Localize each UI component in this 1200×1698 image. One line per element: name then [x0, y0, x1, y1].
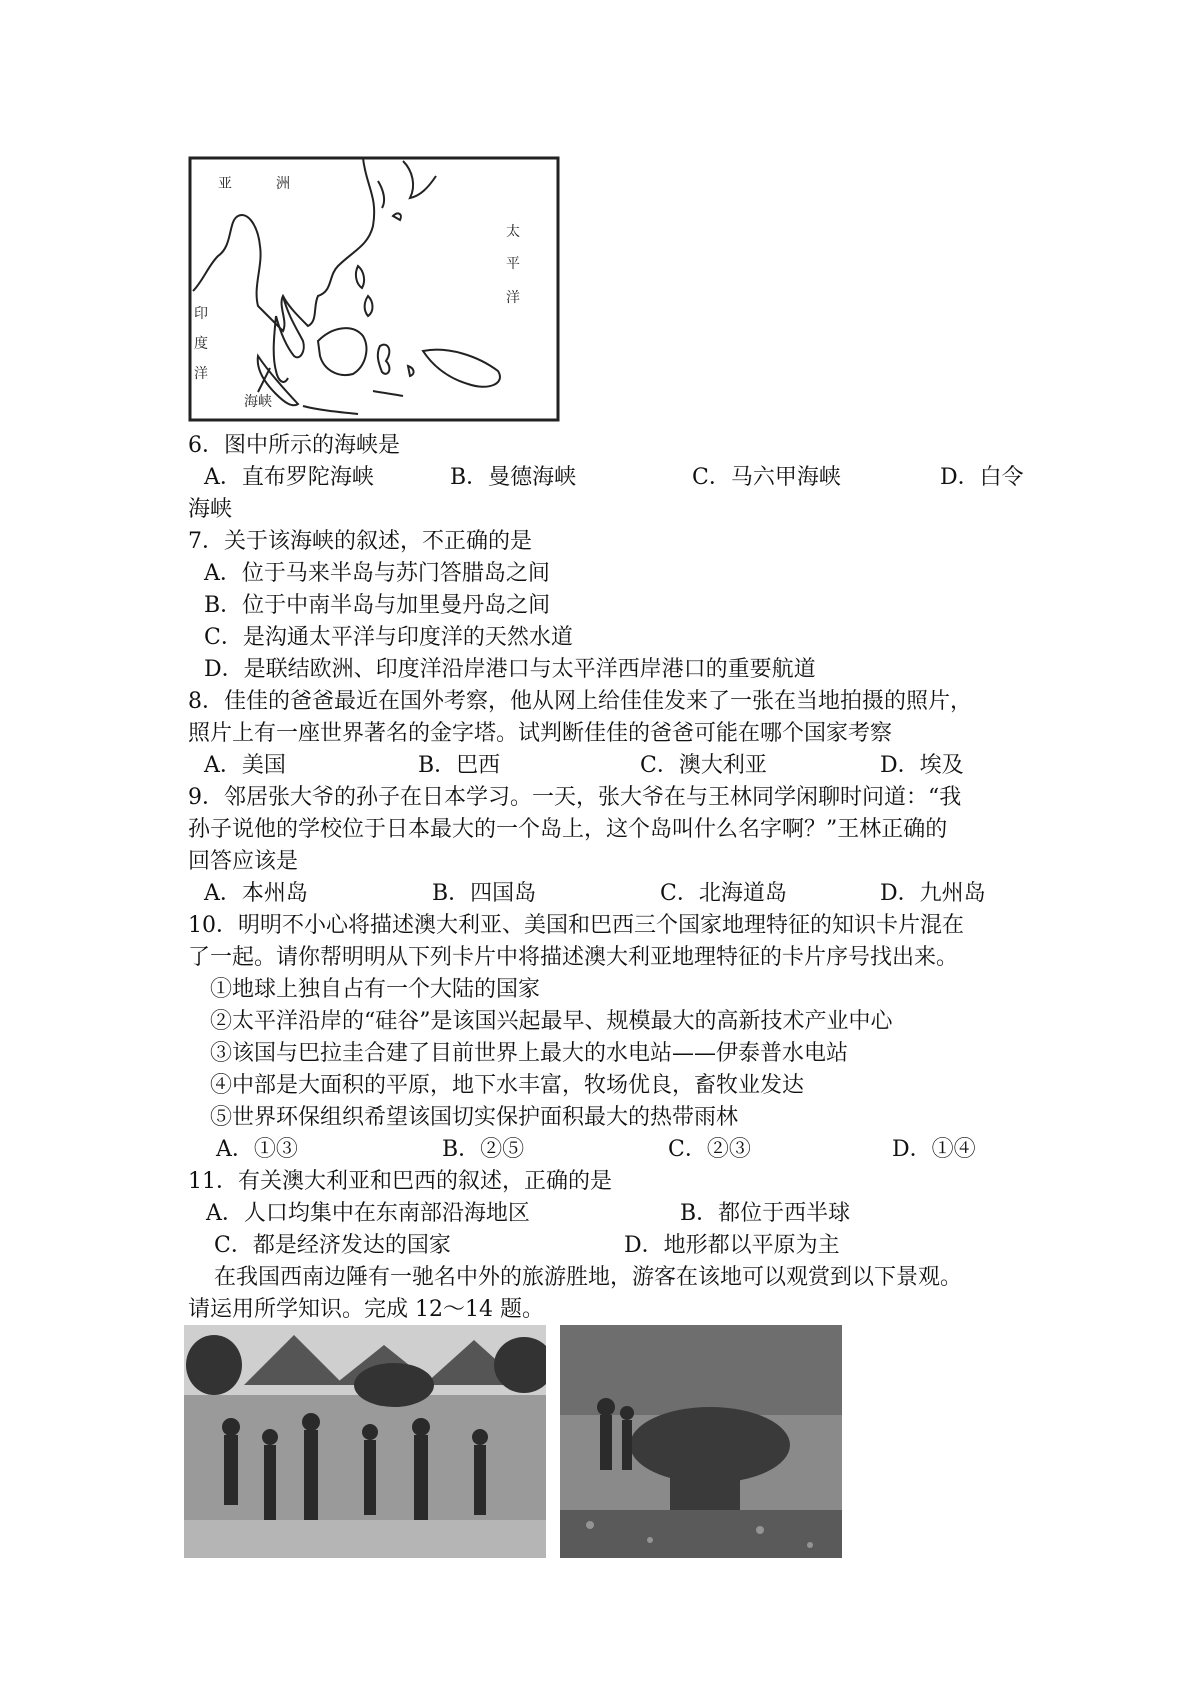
q10-option-a[interactable]: A．①③ [216, 1137, 298, 1162]
q10-stem-line1: 10．明明不小心将描述澳大利亚、美国和巴西三个国家地理特征的知识卡片混在 [188, 913, 964, 938]
q9-stem-line1: 9．邻居张大爷的孙子在日本学习。一天，张大爷在与王林同学闲聊时问道：“我 [188, 785, 962, 810]
q10-option-c[interactable]: C．②③ [668, 1137, 751, 1162]
q8-stem-line1: 8．佳佳的爸爸最近在国外考察，他从网上给佳佳发来了一张在当地拍摄的照片， [188, 689, 972, 714]
map-label-pacific-3: 洋 [506, 290, 520, 306]
q11-stem: 11．有关澳大利亚和巴西的叙述，正确的是 [188, 1169, 612, 1194]
q6-option-b[interactable]: B．曼德海峡 [450, 465, 577, 490]
q11-option-c[interactable]: C．都是经济发达的国家 [214, 1233, 451, 1258]
q8-option-a[interactable]: A．美国 [204, 753, 286, 778]
q7-option-b[interactable]: B．位于中南半岛与加里曼丹岛之间 [204, 593, 551, 618]
q11-option-d[interactable]: D．地形都以平原为主 [624, 1233, 840, 1258]
q10-card-5: ⑤世界环保组织希望该国切实保护面积最大的热带雨林 [210, 1105, 739, 1130]
map-label-indian-2: 度 [194, 336, 208, 352]
map-label-indian-1: 印 [194, 306, 208, 322]
q6-option-d[interactable]: D．白令 [940, 465, 1024, 490]
q9-option-b[interactable]: B．四国岛 [432, 881, 537, 906]
q7-option-d[interactable]: D．是联结欧洲、印度洋沿岸港口与太平洋西岸港口的重要航道 [204, 657, 816, 682]
q7-option-a[interactable]: A．位于马来半岛与苏门答腊岛之间 [204, 561, 550, 586]
photo-dai-village-festival [184, 1325, 546, 1558]
intro-line2: 请运用所学知识。完成 12～14 题。 [188, 1297, 544, 1322]
q8-stem-line2: 照片上有一座世界著名的金字塔。试判断佳佳的爸爸可能在哪个国家考察 [188, 721, 893, 746]
intro-line1: 在我国西南边陲有一驰名中外的旅游胜地，游客在该地可以观赏到以下景观。 [214, 1265, 963, 1290]
map-label-pacific-1: 太 [506, 224, 520, 240]
q11-option-a[interactable]: A．人口均集中在东南部沿海地区 [206, 1201, 530, 1226]
q9-stem-line3: 回答应该是 [188, 849, 299, 874]
q10-stem-line2: 了一起。请你帮明明从下列卡片中将描述澳大利亚地理特征的卡片序号找出来。 [188, 945, 959, 970]
q9-option-a[interactable]: A．本州岛 [204, 881, 308, 906]
q11-option-b[interactable]: B．都位于西半球 [680, 1201, 851, 1226]
photo-rock-formation [560, 1325, 842, 1558]
map-label-indian-3: 洋 [194, 366, 208, 382]
q10-option-b[interactable]: B．②⑤ [442, 1137, 525, 1162]
q10-card-1: ①地球上独自占有一个大陆的国家 [210, 977, 541, 1002]
q9-option-c[interactable]: C．北海道岛 [660, 881, 787, 906]
q7-stem: 7．关于该海峡的叙述，不正确的是 [188, 529, 532, 554]
southeast-asia-map [188, 156, 560, 422]
q10-card-3: ③该国与巴拉圭合建了目前世界上最大的水电站——伊泰普水电站 [210, 1041, 849, 1066]
map-label-pacific-2: 平 [506, 256, 520, 272]
q9-option-d[interactable]: D．九州岛 [880, 881, 986, 906]
q10-card-2: ②太平洋沿岸的“硅谷”是该国兴起最早、规模最大的高新技术产业中心 [210, 1009, 893, 1034]
q6-option-a[interactable]: A．直布罗陀海峡 [204, 465, 374, 490]
map-label-strait: 海峡 [244, 394, 272, 410]
q10-card-4: ④中部是大面积的平原，地下水丰富，牧场优良，畜牧业发达 [210, 1073, 805, 1098]
q9-stem-line2: 孙子说他的学校位于日本最大的一个岛上，这个岛叫什么名字啊？”王林正确的 [188, 817, 948, 842]
q8-option-c[interactable]: C．澳大利亚 [640, 753, 767, 778]
q6-option-d-wrap: 海峡 [188, 497, 233, 522]
map-label-asia-2: 洲 [276, 176, 290, 192]
q10-option-d[interactable]: D．①④ [892, 1137, 976, 1162]
q7-option-c[interactable]: C．是沟通太平洋与印度洋的天然水道 [204, 625, 573, 650]
q8-option-b[interactable]: B．巴西 [418, 753, 501, 778]
q6-stem: 6．图中所示的海峡是 [188, 433, 400, 458]
map-label-asia-1: 亚 [218, 176, 232, 192]
q8-option-d[interactable]: D．埃及 [880, 753, 964, 778]
q6-option-c[interactable]: C．马六甲海峡 [692, 465, 841, 490]
